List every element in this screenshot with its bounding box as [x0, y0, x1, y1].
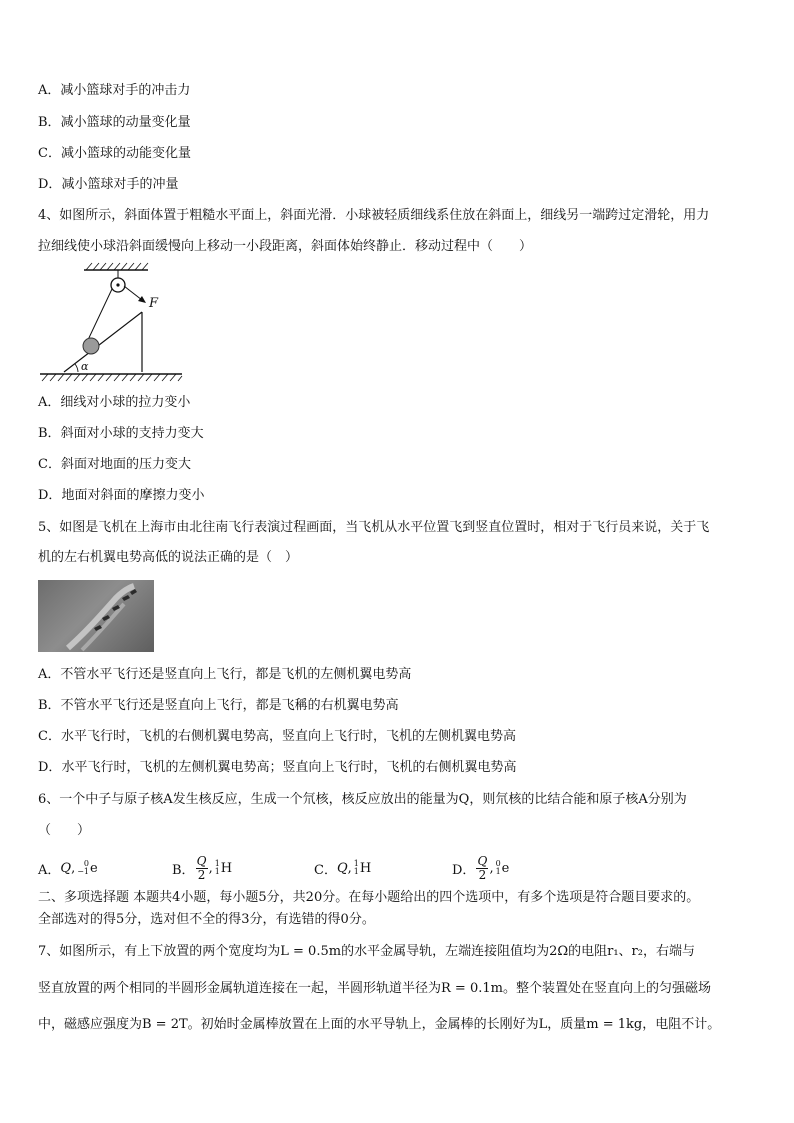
q6-option-c: C． Q , 1 1 H: [314, 859, 372, 878]
q5-option-c: C．水平飞行时，飞机的右侧机翼电势高，竖直向上飞行时，飞机的左侧机翼电势高: [38, 729, 516, 744]
q5-stem-line1: 5、如图是飞机在上海市由北往南飞行表演过程画面，当飞机从水平位置飞到竖直位置时，相对于飞行员来说，关于飞: [38, 520, 710, 535]
q7-stem-line1: 7、如图所示，有上下放置的两个宽度均为L = 0.5m的水平金属导轨，左端连接阻值均为2Ω的电阻r₁、r₂，右端与: [38, 944, 695, 959]
section2-heading-line2: 全部选对的得5分，选对但不全的得3分，有选错的得0分。: [38, 912, 375, 927]
q6-option-d: D． $\frac{Q}{2}$ , 0 1 e: [452, 853, 510, 882]
q3-option-c: C．减小篮球的动能变化量: [38, 146, 191, 161]
q4-angle-label: α: [81, 360, 89, 373]
q3-option-a: A．减小篮球对手的冲击力: [38, 83, 191, 98]
q7-stem-line3: 中，磁感应强度为B = 2T。初始时金属棒放置在上面的水平导轨上，金属棒的长刚好为L，质量m = 1kg，电阻不计。: [38, 1017, 721, 1032]
q6-stem-line2: （ ）: [38, 823, 91, 838]
q6-stem-line1: 6、一个中子与原子核A发生核反应，生成一个氘核，核反应放出的能量为Q，则氘核的比结合能和原子核A分别为: [38, 792, 687, 807]
q7-stem-line2: 竖直放置的两个相同的半圆形金属轨道连接在一起，半圆形轨道半径为R = 0.1m。整个装置处在竖直向上的匀强磁场: [38, 981, 711, 996]
q3-option-b: B．减小篮球的动量变化量: [38, 115, 191, 130]
q5-option-b: B．不管水平飞行还是竖直向上飞行，都是飞稱的右机翼电势高: [38, 698, 399, 713]
q4-incline-pulley-figure: [36, 262, 186, 382]
q6-options: [38, 850, 598, 886]
q6-option-b: B． $\frac{Q}{2}$ , 1 1 H: [172, 853, 233, 882]
section2-heading-line1: 二、多项选择题 本题共4小题，每小题5分，共20分。在每小题给出的四个选项中，有多个选项是符合题目要求的。: [38, 890, 700, 905]
q4-option-a: A．细线对小球的拉力变小: [38, 395, 191, 410]
q4-option-d: D．地面对斜面的摩擦力变小: [38, 488, 205, 503]
q3-option-d: D．减小篮球对手的冲量: [38, 177, 179, 192]
q4-stem-line2: 拉细线使小球沿斜面缓慢向上移动一小段距离，斜面体始终静止．移动过程中（ ）: [38, 239, 533, 254]
q4-option-c: C．斜面对地面的压力变大: [38, 457, 191, 472]
q4-stem-line1: 4、如图所示，斜面体置于粗糙水平面上，斜面光滑．小球被轻质细线系住放在斜面上，细线另一端跨过定滑轮，用力: [38, 208, 710, 223]
q5-stem-line2: 机的左右机翼电势高低的说法正确的是（ ）: [38, 550, 299, 565]
q4-option-b: B．斜面对小球的支持力变大: [38, 426, 204, 441]
q5-airshow-photo: [38, 580, 154, 652]
q6-option-a: A． Q , 0 −1 e: [38, 859, 98, 878]
q5-option-d: D．水平飞行时，飞机的左侧机翼电势高；竖直向上飞行时，飞机的右侧机翼电势高: [38, 760, 517, 775]
q4-force-label: F: [149, 296, 159, 311]
q5-option-a: A．不管水平飞行还是竖直向上飞行，都是飞机的左侧机翼电势高: [38, 667, 412, 682]
